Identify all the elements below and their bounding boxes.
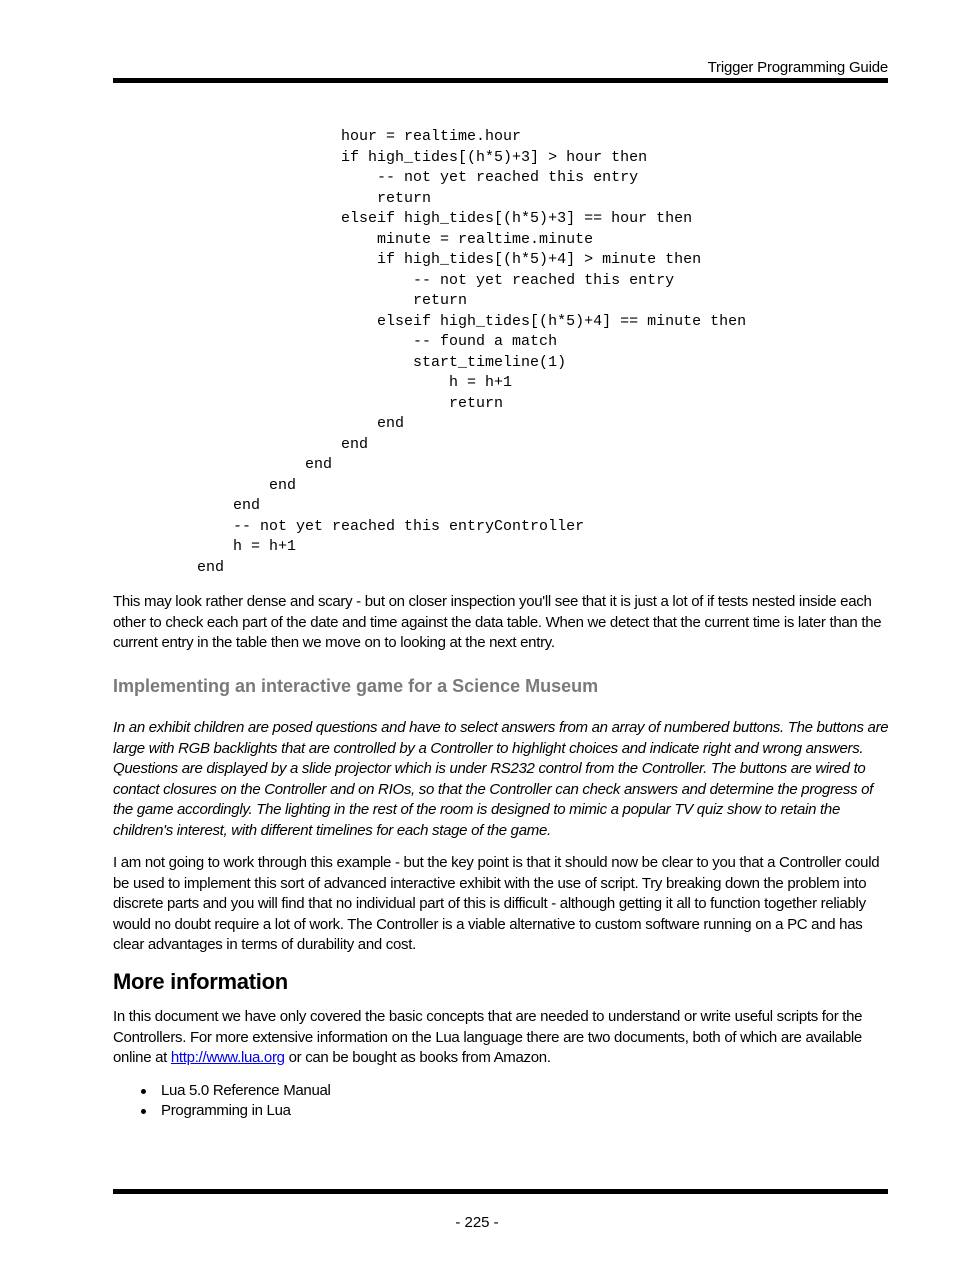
italic-paragraph: In an exhibit children are posed questions and have to select answers from an array of numbered buttons. The buttons are large with RGB backlights that are controlled by a Controller to highlight choices and indicate right and wrong answers. Questions are displayed by a slide projector which is under RS232 control from the Controller. The buttons are wired to contact closures on the Controller and on RIOs, so that the Controller can check answers and determine the progress of the game accordingly. The lighting in the rest of the room is designed to mimic a popular TV quiz show to retain the children's interest, with different timelines for each stage of the game.	[113, 719, 889, 839]
list-item	[139, 1101, 331, 1121]
section-heading: Implementing an interactive game for a Science Museum	[113, 676, 599, 696]
code-line: end	[161, 415, 405, 432]
code-line: elseif high_tides[(h*5)+4] == minute then	[161, 312, 747, 330]
page-number: - 225 -	[455, 1214, 499, 1231]
code-line: if high_tides[(h*5)+3] > hour then	[161, 148, 648, 166]
header-rule	[113, 78, 888, 83]
code-line: -- not yet reached this entry	[161, 271, 675, 289]
body-paragraph: This may look rather dense and scary - but on closer inspection you'll see that it is just a lot of if tests nested inside each other to check each part of the date and time against the data table. When we detect that the current time is later than the current entry in the table then we move on to looking at the next entry.	[113, 593, 882, 651]
list-item-label: Programming in Lua	[161, 1102, 291, 1119]
code-line: return	[161, 189, 432, 207]
code-line: h = h+1	[161, 374, 513, 391]
code-block	[161, 127, 746, 578]
code-line: -- not yet reached this entry	[161, 169, 639, 186]
code-line: return	[161, 292, 468, 309]
code-line: end	[161, 435, 369, 453]
body-paragraph: I am not going to work through this example - but the key point is that it should now be clear to you that a Controller could be used to implement this sort of advanced interactive exhibit with the use of script. Try breaking down the problem into discrete parts and you will find that no individual part of this is difficult - although getting it all to function together reliably would no doubt require a lot of work. The Controller is a viable alternative to custom software running on a PC and has clear advantages in terms of durability and cost.	[113, 854, 880, 953]
code-line: end	[161, 558, 225, 576]
lua-link[interactable]: http://www.lua.org	[170, 1049, 285, 1066]
code-line: return	[161, 394, 504, 412]
code-line: end	[161, 497, 261, 514]
list-item	[139, 1081, 331, 1101]
paragraph-text: In this document we have only covered the basic concepts that are needed to understand or write useful scripts for the Controllers. For more extensive information on the Lua language there are two documents, both of which are available online at	[113, 1008, 863, 1066]
code-line: start_timeline(1)	[161, 353, 567, 371]
footer-rule	[113, 1189, 888, 1194]
paragraph-text: or can be bought as books from Amazon.	[284, 1049, 551, 1066]
bullet-icon	[141, 1109, 146, 1114]
code-line: -- not yet reached this entryController	[161, 517, 585, 535]
code-line: minute = realtime.minute	[161, 230, 594, 248]
list-item-label: Lua 5.0 Reference Manual	[161, 1082, 331, 1099]
code-line: h = h+1	[161, 538, 297, 555]
code-line: if high_tides[(h*5)+4] > minute then	[161, 251, 702, 268]
header-title: Trigger Programming Guide	[707, 59, 888, 76]
code-line: hour = realtime.hour	[161, 128, 522, 145]
code-line: elseif high_tides[(h*5)+3] == hour then	[161, 210, 693, 227]
code-line: -- found a match	[161, 333, 558, 350]
section-heading: More information	[113, 969, 288, 994]
body-paragraph	[113, 1007, 893, 1069]
bullet-icon	[141, 1089, 146, 1094]
bullet-list	[139, 1081, 331, 1121]
code-line: end	[161, 456, 333, 473]
code-line: end	[161, 476, 297, 494]
